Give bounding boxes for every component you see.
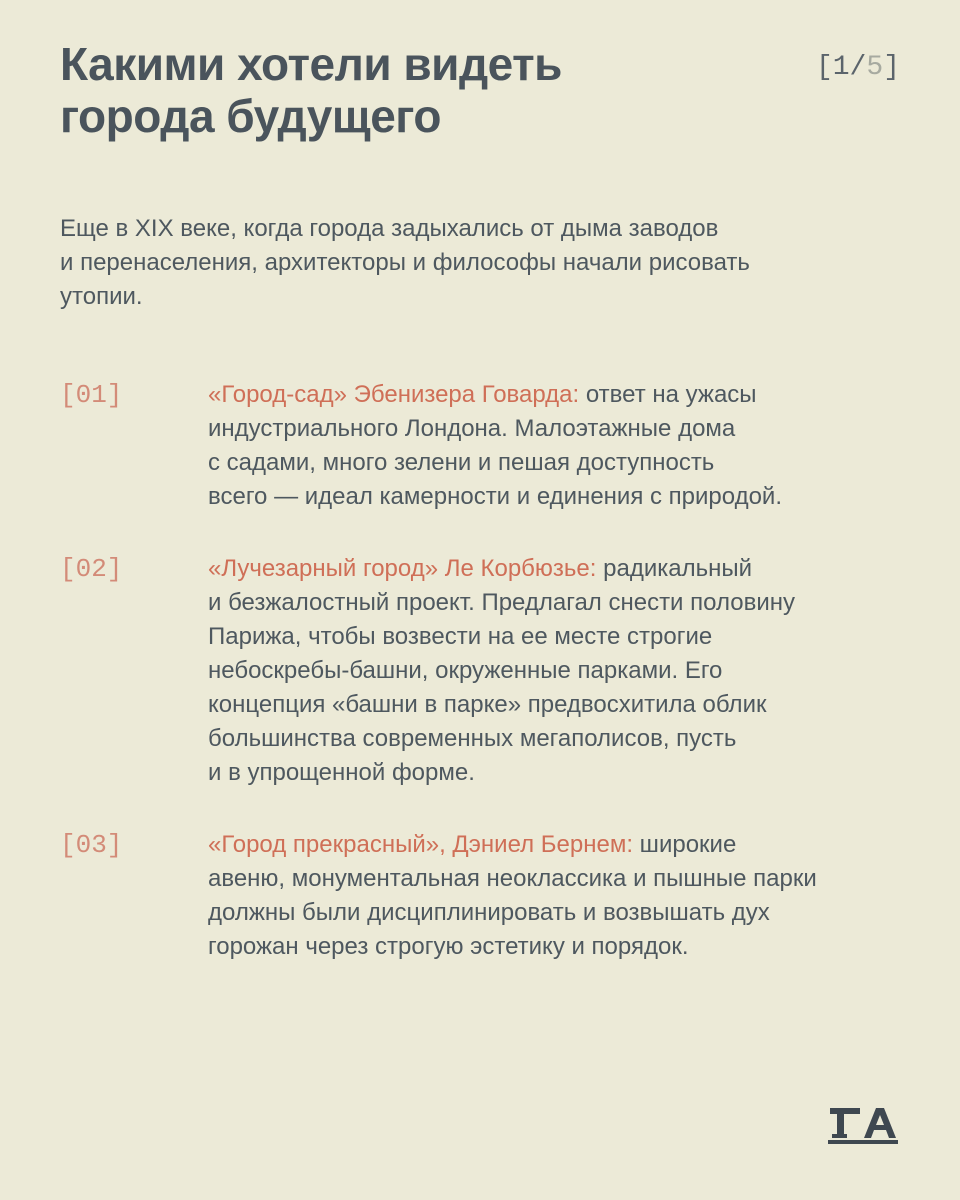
page-counter-close: ] [883, 52, 900, 83]
item-line-rest: ответ на ужасы [579, 381, 757, 408]
page-counter [816, 52, 900, 83]
item-line: с садами, много зелени и пешая доступность [208, 449, 715, 476]
item-text [208, 552, 908, 790]
intro-paragraph [60, 212, 880, 314]
item-line-rest: радикальный [596, 555, 753, 582]
item-line: и безжалостный проект. Предлагал снести половину [208, 589, 795, 616]
ga-logo-icon [828, 1104, 898, 1144]
item-line [208, 378, 908, 412]
intro-line: утопии. [60, 283, 143, 310]
item-line: горожан через строгую эстетику и порядок. [208, 933, 689, 960]
item-line: небоскребы-башни, окруженные парками. Его [208, 657, 723, 684]
item-highlight: «Лучезарный город» Ле Корбюзье: [208, 555, 597, 582]
title-line: города будущего [60, 90, 441, 142]
item-line: индустриального Лондона. Малоэтажные дома [208, 415, 736, 442]
page-title [60, 38, 720, 142]
item-line: авеню, монументальная неоклассика и пышные парки [208, 865, 817, 892]
item-number: [03] [60, 830, 123, 860]
item-highlight: «Город-сад» Эбенизера Говарда: [208, 381, 580, 408]
item-number: [01] [60, 380, 123, 410]
item-text [208, 828, 908, 964]
page-counter-total: 5 [866, 52, 884, 83]
item-text [208, 378, 908, 514]
item-line-rest: широкие [633, 831, 737, 858]
item-line: концепция «башни в парке» предвосхитила облик [208, 691, 767, 718]
item-line: Парижа, чтобы возвести на ее месте строгие [208, 623, 713, 650]
title-line: Какими хотели видеть [60, 38, 562, 90]
item-line: большинства современных мегаполисов, пусть [208, 725, 737, 752]
item-line [208, 828, 908, 862]
intro-line: и перенаселения, архитекторы и философы начали рисовать [60, 249, 750, 276]
item-line [208, 552, 908, 586]
item-highlight: «Город прекрасный», Дэниел Бернем: [208, 831, 634, 858]
intro-line: Еще в XIX веке, когда города задыхались от дыма заводов [60, 215, 719, 242]
page-counter-current: [1/ [815, 52, 867, 83]
item-line: всего — идеал камерности и единения с природой. [208, 483, 782, 510]
item-line: должны были дисциплинировать и возвышать дух [208, 899, 770, 926]
item-number: [02] [60, 554, 123, 584]
item-line: и в упрощенной форме. [208, 759, 475, 786]
